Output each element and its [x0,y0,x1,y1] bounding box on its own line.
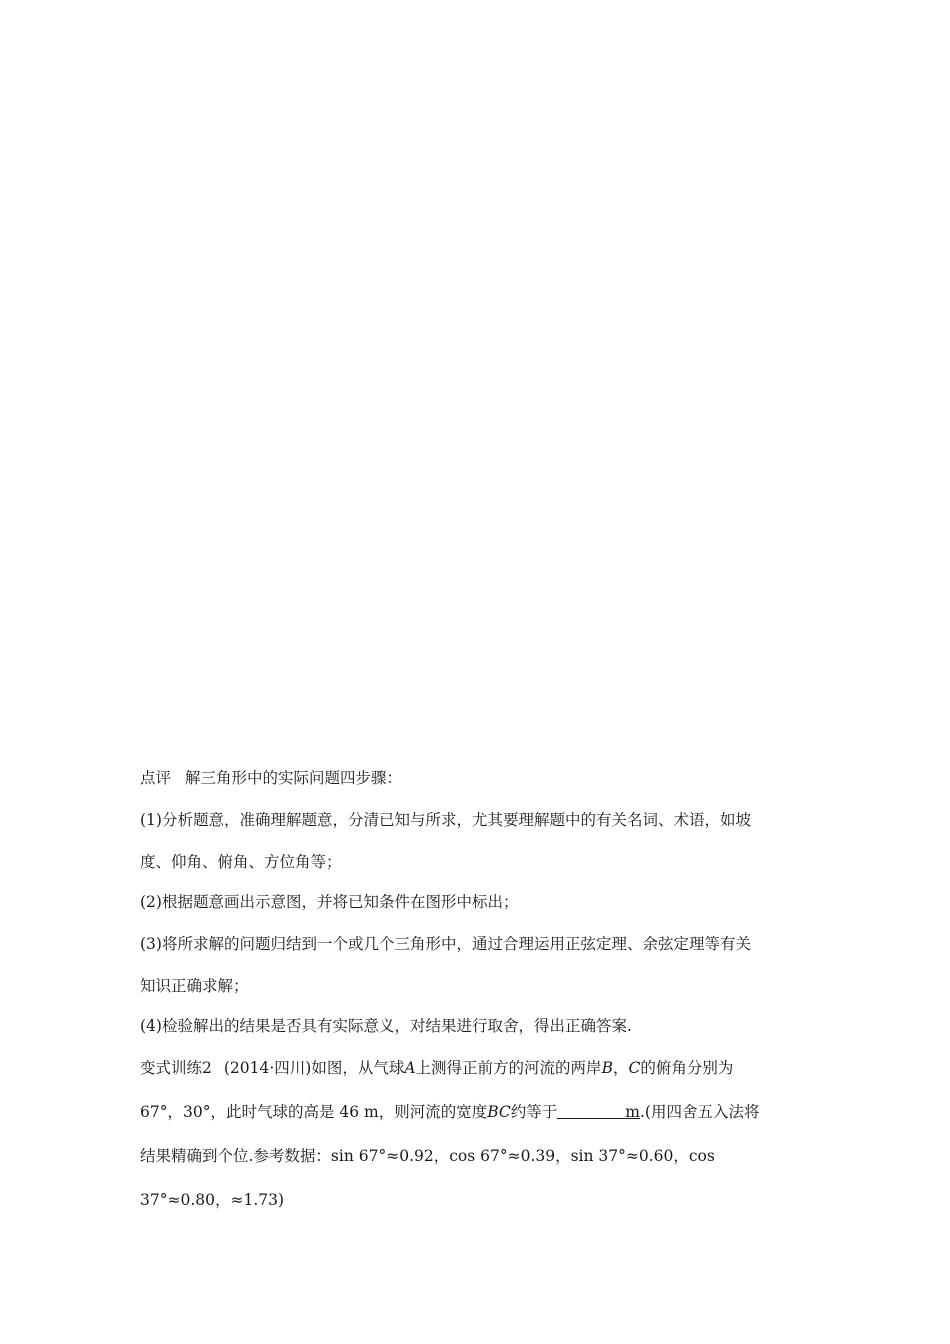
comment-heading-line [140,758,812,798]
exercise-line-3: 结果精确到个位.参考数据：sin 67°≈0.92，cos 67°≈0.39，sin 37°≈0.60，cos [140,1147,715,1165]
point-c: C [628,1059,641,1077]
exercise-line-2-end: .(用四舍五入法将 [640,1103,760,1121]
step-3-line-2: 知识正确求解； [140,977,249,995]
exercise-text-a: 上测得正前方的河流的两岸 [415,1059,602,1077]
exercise-line-1 [140,1046,812,1090]
exercise-line-2-mid: 约等于 [510,1103,558,1121]
exercise-sep: ， [612,1059,629,1077]
step-1-line-2: 度、仰角、俯角、方位角等； [140,853,342,871]
point-b: B [601,1059,613,1077]
answer-unit: m [625,1103,640,1121]
comment-heading: 解三角形中的实际问题四步骤： [185,769,403,787]
document-content [140,758,812,1222]
answer-blank[interactable] [557,1102,625,1119]
exercise-label: 变式训练2 [140,1059,212,1077]
step-1-line-1: (1)分析题意，准确理解题意，分清已知与所求，尤其要理解题中的有关名词、术语，如坡 [140,811,751,829]
exercise-line-2 [140,1090,812,1134]
point-a: A [404,1059,416,1077]
comment-label: 点评 [140,769,172,787]
exercise-line-2-start: 67°，30°，此时气球的高是 46 m，则河流的宽度 [140,1103,488,1121]
exercise-line-4: 37°≈0.80，≈1.73) [140,1191,285,1209]
segment-bc: BC [487,1103,511,1121]
step-3-line-1: (3)将所求解的问题归结到一个或几个三角形中，通过合理运用正弦定理、余弦定理等有关 [140,935,751,953]
step-2: (2)根据题意画出示意图，并将已知条件在图形中标出； [140,893,519,911]
exercise-text-c: 的俯角分别为 [640,1059,734,1077]
exercise-source: (2014·四川)如图，从气球 [223,1059,405,1077]
step-4: (4)检验解出的结果是否具有实际意义，对结果进行取舍，得出正确答案. [140,1017,632,1035]
